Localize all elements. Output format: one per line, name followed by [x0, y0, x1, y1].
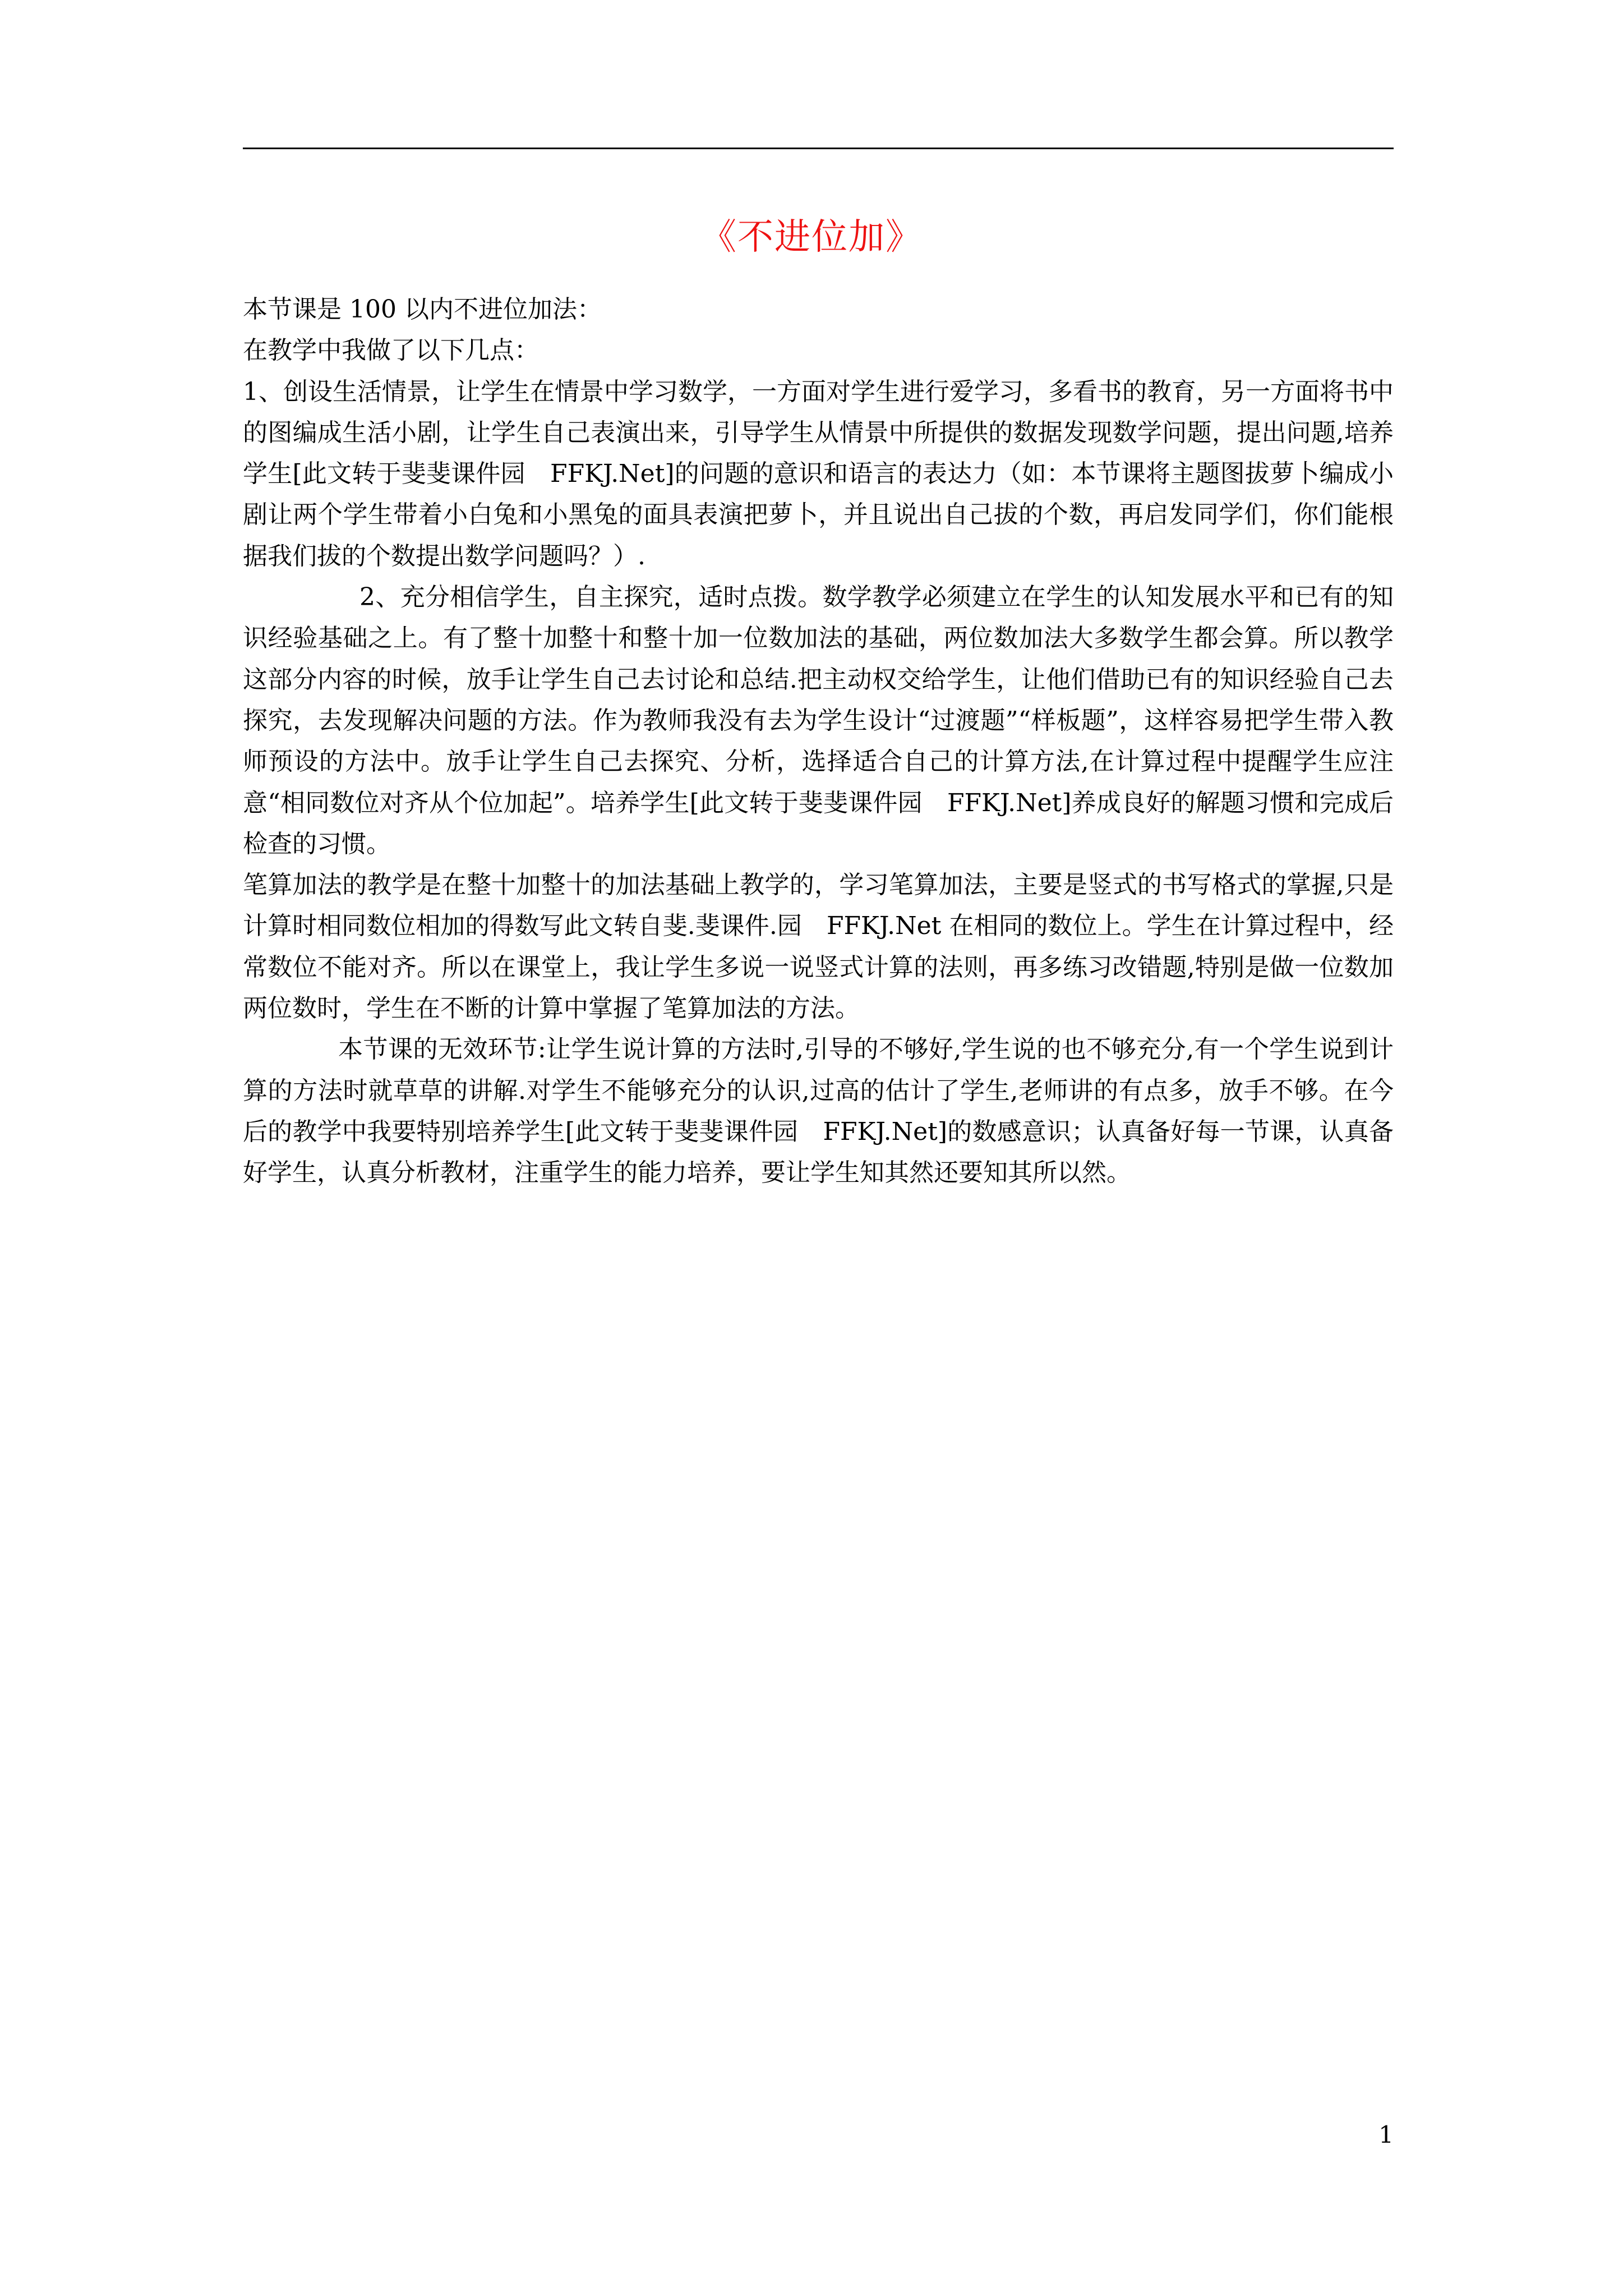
- paragraph-ineffective-part: 本节课的无效环节:让学生说计算的方法时,引导的不够好,学生说的也不够充分,有一个学生说到计算的方法时就草草的讲解.对学生不能够充分的认识,过高的估计了学生,老师讲的有点多，放手不够。在今后的教学中我要特别培养学生[此文转于斐斐课件园 FFKJ.Net]的数感意识；认真备好每一节课，认真备好学生，认真分析教材，注重学生的能力培养，要让学生知其然还要知其所以然。: [243, 1035, 1394, 1188]
- paragraph-point-2: 2、充分相信学生，自主探究，适时点拨。数学教学必须建立在学生的认知发展水平和已有的知识经验基础之上。有了整十加整十和整十加一位数加法的基础，两位数加法大多数学生都会算。所以教学这部分内容的时候，放手让学生自己去讨论和总结.把主动权交给学生，让他们借助已有的知识经验自己去探究，去发现解决问题的方法。作为教师我没有去为学生设计“过渡题”“样板题”，这样容易把学生带入教师预设的方法中。放手让学生自己去探究、分析，选择适合自己的计算方法,在计算过程中提醒学生应注意“相同数位对齐从个位加起”。培养学生[此文转于斐斐课件园 FFKJ.Net]养成良好的解题习惯和完成后检查的习惯。: [243, 583, 1394, 858]
- document-body: [243, 289, 1394, 1194]
- header-rule: [243, 148, 1394, 149]
- document-title: 《不进位加》: [700, 217, 923, 258]
- paragraph-points-intro: 在教学中我做了以下几点：: [243, 336, 539, 365]
- paragraph-intro: 本节课是 100 以内不进位加法：: [243, 295, 602, 324]
- paragraph-point-1: 1、创设生活情景，让学生在情景中学习数学，一方面对学生进行爱学习，多看书的教育，另一方面将书中的图编成生活小剧，让学生自己表演出来，引导学生从情景中所提供的数据发现数学问题，提出问题,培养学生[此文转于斐斐课件园 FFKJ.Net]的问题的意识和语言的表达力（如：本节课将主题图拔萝卜编成小剧让两个学生带着小白兔和小黑兔的面具表演把萝卜，并且说出自己拔的个数，再启发同学们，你们能根据我们拔的个数提出数学问题吗？）.: [243, 377, 1394, 570]
- page-number: 1: [1378, 2121, 1394, 2148]
- paragraph-written-addition: 笔算加法的教学是在整十加整十的加法基础上教学的，学习笔算加法，主要是竖式的书写格式的掌握,只是计算时相同数位相加的得数写此文转自斐.斐课件.园 FFKJ.Net 在相同的数位上。学生在计算过程中，经常数位不能对齐。所以在课堂上，我让学生多说一说竖式计算的法则，再多练习改错题,特别是做一位数加两位数时，学生在不断的计算中掌握了笔算加法的方法。: [243, 871, 1394, 1023]
